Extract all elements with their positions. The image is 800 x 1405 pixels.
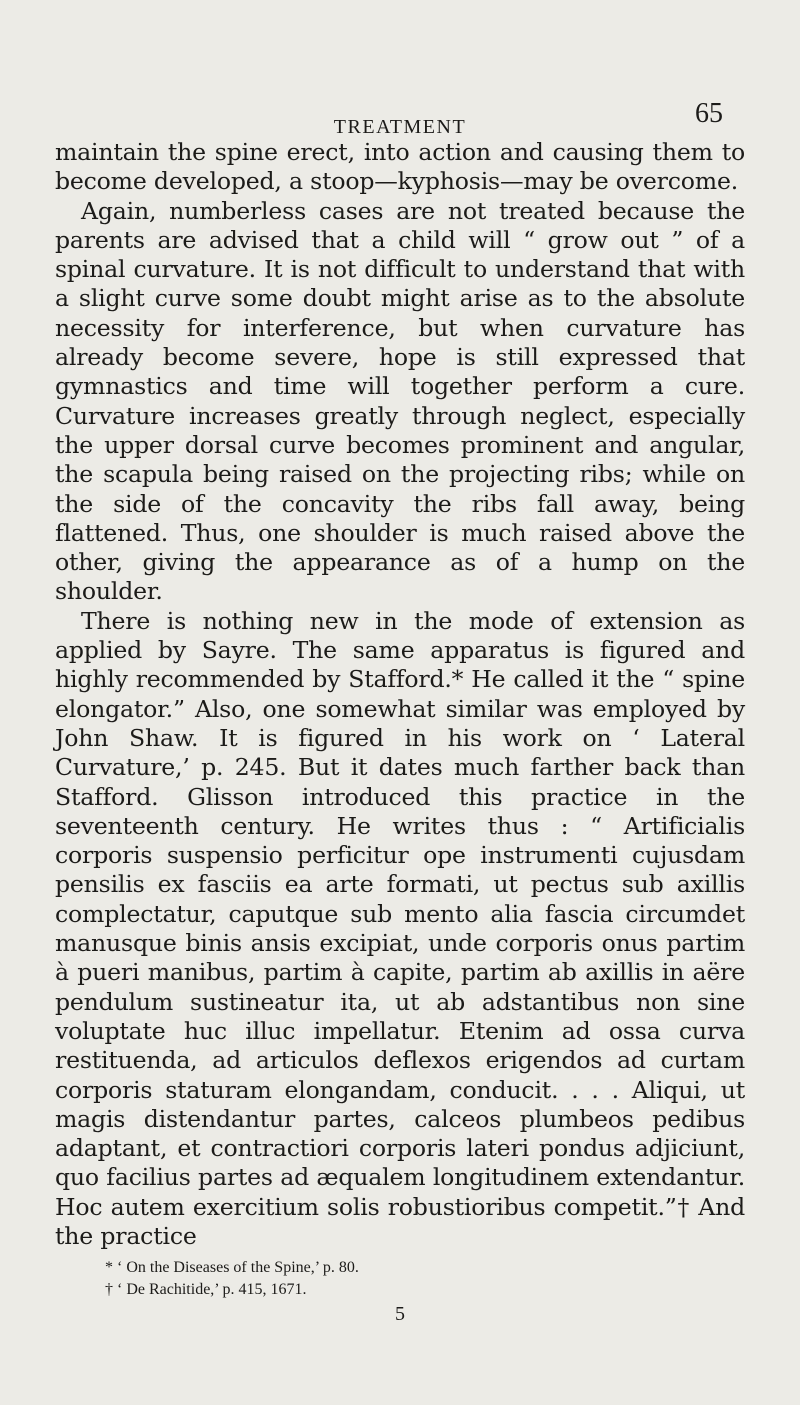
paragraph: There is nothing new in the mode of extension as applied by Sayre. The same apparatus is figured and highly recommended by Stafford.* He called it the “ spine elongator.” Also, one somewhat similar was employed by John Shaw. It is figured in his work on ‘ Lateral Curvature,’ p. 245. But it dates much farther back than Stafford. Glisson introduced this practice in the seventeenth century. He writes thus : “ Artificialis corporis suspensio perficitur ope instrumenti cujusdam pensilis ex fasciis ea arte formati, ut pectus sub axillis complectatur, caputque sub mento alia fascia circumdet manusque binis ansis excipiat, unde corporis onus partim à pueri manibus, partim à capite, partim ab axillis in aëre pendulum sustineatur ita, ut ab adstantibus non sine voluptate huc illuc impellatur. Etenim ad ossa curva restituenda, ad articulos deflexos erigendos ad curtam corporis staturam elongandam, conducit. . . . Aliqui, ut magis distendantur partes, calceos plumbeos pedibus adaptant, et contractiori corporis lateri pondus adjiciunt, quo facilius partes ad æqualem longitudinem extendantur. Hoc autem exercitium solis robustioribus competit.”† And the practice xyxy=(55,606,745,1250)
footnotes xyxy=(105,1257,705,1301)
running-title: TREATMENT xyxy=(333,116,467,138)
page-number: 65 xyxy=(695,98,723,129)
footnote: † ‘ De Rachitide,’ p. 415, 1671. xyxy=(105,1281,307,1298)
signature-mark: 5 xyxy=(395,1303,405,1325)
paragraph: maintain the spine erect, into action and causing them to become developed, a stoop—kyphosis—may be overcome. xyxy=(55,138,745,196)
body-text xyxy=(55,138,745,1251)
footnote: * ‘ On the Diseases of the Spine,’ p. 80. xyxy=(105,1259,359,1276)
paragraph: Again, numberless cases are not treated because the parents are advised that a child will “ grow out ” of a spinal curvature. It is not difficult to understand that with a slight curve some doubt might arise as to the absolute necessity for interference, but when curvature has already become severe, hope is still expressed that gymnastics and time will together perform a cure. Curvature increases greatly through neglect, especially the upper dorsal curve becomes prominent and angular, the scapula being raised on the projecting ribs; while on the side of the concavity the ribs fall away, being flattened. Thus, one shoulder is much raised above the other, giving the appearance as of a hump on the shoulder. xyxy=(55,196,745,606)
